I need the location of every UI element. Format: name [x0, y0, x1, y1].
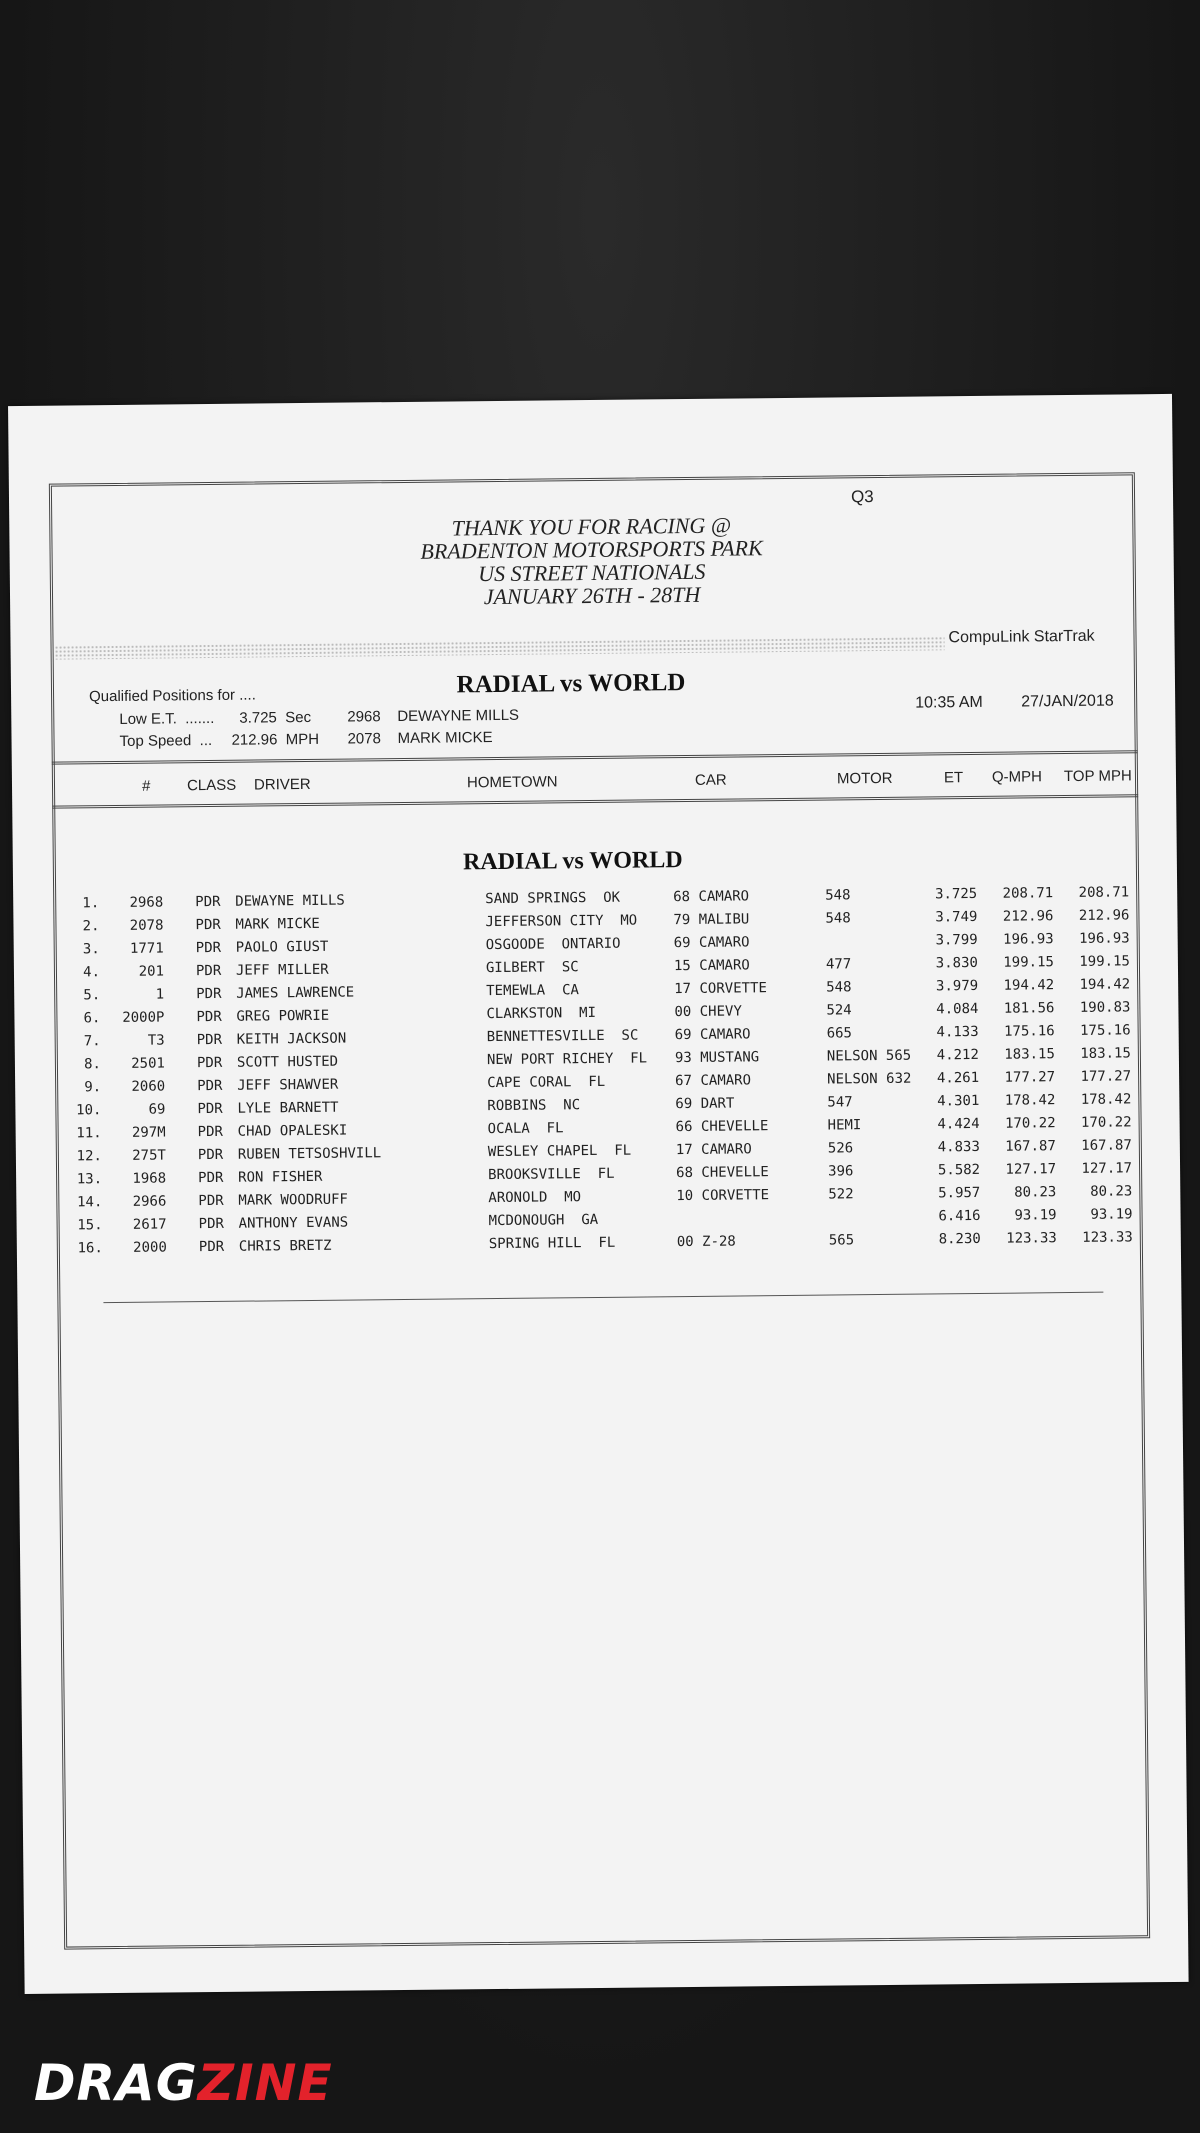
row-hometown: OSGOODE ONTARIO — [485, 935, 621, 954]
row-car: 00 CHEVY — [674, 1003, 742, 1021]
row-hometown: MCDONOUGH GA — [488, 1211, 599, 1230]
row-topmph: 177.27 — [1080, 1068, 1132, 1085]
row-topmph: 190.83 — [1079, 999, 1131, 1016]
row-topmph: 93.19 — [1090, 1206, 1133, 1223]
dragzine-logo — [34, 2054, 333, 2112]
row-qmph: 208.71 — [1002, 885, 1054, 902]
top-speed-label: Top Speed ... — [119, 731, 213, 750]
row-hometown: ROBBINS NC — [487, 1097, 581, 1115]
row-topmph: 170.22 — [1080, 1114, 1132, 1131]
logo-part-drag: DRAG — [34, 2054, 198, 2112]
row-qmph: 212.96 — [1002, 908, 1054, 925]
header-qmph: Q-MPH — [991, 768, 1043, 786]
row-class: PDR — [196, 1008, 222, 1026]
row-car-number: 201 — [138, 963, 165, 980]
row-hometown: TEMEWLA CA — [486, 982, 579, 1000]
row-motor: 548 — [825, 887, 851, 904]
row-et: 5.957 — [938, 1184, 981, 1202]
row-hometown: NEW PORT RICHEY FL — [486, 1050, 648, 1069]
row-et: 5.582 — [937, 1161, 981, 1179]
row-et: 8.230 — [938, 1230, 981, 1248]
row-motor: NELSON 632 — [827, 1070, 912, 1088]
row-driver: JEFF SHAWVER — [237, 1076, 339, 1094]
row-car-number: 297M — [131, 1124, 166, 1141]
top-speed-value: 212.96 MPH — [231, 730, 320, 749]
row-topmph: 183.15 — [1080, 1045, 1131, 1062]
row-topmph: 196.93 — [1079, 930, 1130, 947]
qualified-label: Qualified Positions for .... — [88, 686, 256, 706]
row-qmph: 183.15 — [1004, 1046, 1055, 1063]
row-class: PDR — [195, 962, 222, 980]
row-driver: SCOTT HUSTED — [236, 1053, 339, 1071]
row-et: 4.084 — [936, 1000, 979, 1018]
row-topmph: 123.33 — [1082, 1229, 1133, 1246]
banner-line-4: JANUARY 26TH - 28TH — [483, 581, 701, 610]
row-qmph: 127.17 — [1005, 1161, 1057, 1178]
row-position: 10. — [76, 1102, 102, 1119]
row-hometown: SPRING HILL FL — [488, 1234, 616, 1253]
row-position: 12. — [76, 1148, 102, 1165]
row-motor: 477 — [825, 956, 852, 973]
row-topmph: 175.16 — [1079, 1022, 1131, 1039]
row-position: 14. — [76, 1194, 103, 1211]
row-et: 4.833 — [937, 1138, 980, 1156]
row-car: 00 Z-28 — [676, 1233, 736, 1251]
row-position: 15. — [77, 1217, 103, 1234]
row-car: 66 CHEVELLE — [675, 1118, 769, 1136]
row-motor: NELSON 565 — [826, 1047, 912, 1065]
row-driver: MARK MICKE — [235, 915, 320, 933]
row-driver: JAMES LAWRENCE — [236, 984, 355, 1002]
row-topmph: 199.15 — [1079, 953, 1130, 970]
class-title: RADIAL vs WORLD — [456, 669, 686, 699]
row-class: PDR — [195, 893, 221, 911]
row-motor: 526 — [827, 1140, 854, 1157]
banner-line-2: BRADENTON MOTORSPORTS PARK — [420, 535, 763, 564]
row-class: PDR — [196, 1054, 223, 1072]
row-topmph: 167.87 — [1081, 1137, 1132, 1154]
row-car: 79 MALIBU — [673, 911, 750, 929]
row-hometown: BROOKSVILLE FL — [488, 1165, 615, 1184]
row-hometown: SAND SPRINGS OK — [485, 889, 621, 908]
row-et: 6.416 — [938, 1207, 981, 1225]
row-driver: LYLE BARNETT — [237, 1099, 339, 1117]
row-et: 4.261 — [936, 1069, 980, 1087]
row-et: 3.830 — [935, 954, 979, 972]
row-driver: GREG POWRIE — [236, 1007, 330, 1025]
row-car-number: 1968 — [132, 1170, 167, 1187]
row-position: 8. — [83, 1056, 102, 1073]
top-speed-number: 2078 — [347, 730, 381, 748]
logo-part-zine: ZINE — [197, 2054, 333, 2112]
low-et-value: 3.725 Sec — [239, 708, 312, 727]
row-et: 3.979 — [935, 977, 979, 995]
row-position: 7. — [83, 1033, 101, 1050]
row-position: 13. — [76, 1171, 103, 1188]
row-class: PDR — [198, 1215, 224, 1233]
row-car-number: 2617 — [132, 1216, 167, 1233]
row-class: PDR — [197, 1123, 224, 1141]
row-car: 17 CORVETTE — [674, 980, 767, 998]
row-class: PDR — [198, 1169, 224, 1187]
row-car-number: 2968 — [129, 894, 164, 911]
timing-system: CompuLink StarTrak — [948, 627, 1095, 647]
row-hometown: ARONOLD MO — [488, 1189, 582, 1207]
row-position: 1. — [82, 895, 100, 912]
header-motor: MOTOR — [836, 769, 893, 788]
row-car: 67 CAMARO — [675, 1072, 752, 1090]
row-qmph: 194.42 — [1003, 977, 1055, 994]
row-car-number: 2966 — [132, 1193, 167, 1210]
row-qmph: 93.19 — [1014, 1207, 1057, 1224]
row-car-number: 2078 — [129, 917, 164, 934]
row-qmph: 80.23 — [1014, 1184, 1057, 1201]
row-position: 9. — [84, 1079, 102, 1096]
row-topmph: 194.42 — [1079, 976, 1131, 993]
row-hometown: CAPE CORAL FL — [487, 1073, 606, 1092]
row-position: 3. — [82, 941, 100, 958]
top-speed-driver: MARK MICKE — [397, 729, 493, 748]
row-qmph: 196.93 — [1003, 931, 1054, 948]
low-et-label: Low E.T. ....... — [119, 709, 215, 728]
row-motor: 547 — [827, 1094, 853, 1111]
row-car-number: 2501 — [131, 1055, 166, 1072]
row-motor: 565 — [828, 1232, 855, 1249]
row-car: 15 CAMARO — [673, 957, 750, 975]
report-time: 10:35 AM — [915, 693, 983, 712]
row-car-number: 2000P — [122, 1009, 165, 1026]
row-topmph: 212.96 — [1078, 907, 1130, 924]
row-et: 3.799 — [935, 931, 978, 949]
row-car: 68 CAMARO — [673, 888, 750, 906]
header-num: # — [141, 777, 151, 795]
row-et: 4.133 — [936, 1023, 979, 1041]
header-hometown: HOMETOWN — [466, 773, 558, 792]
row-class: PDR — [198, 1238, 225, 1256]
row-topmph: 127.17 — [1081, 1160, 1133, 1177]
row-car-number: 275T — [132, 1147, 166, 1164]
row-car: 69 CAMARO — [674, 1026, 751, 1044]
row-hometown: GILBERT SC — [485, 959, 579, 977]
row-motor: 522 — [828, 1186, 854, 1203]
row-car-number: 1771 — [129, 940, 164, 957]
row-driver: KEITH JACKSON — [236, 1030, 347, 1048]
row-position: 5. — [83, 987, 101, 1004]
row-car-number: 69 — [148, 1101, 166, 1118]
row-et: 4.212 — [936, 1046, 979, 1064]
event-banner — [9, 509, 1174, 613]
row-driver: CHAD OPALESKI — [237, 1122, 348, 1140]
row-car: 17 CAMARO — [675, 1141, 752, 1159]
row-et: 3.725 — [934, 885, 978, 903]
low-et-number: 2968 — [347, 708, 381, 726]
row-motor: 396 — [828, 1163, 854, 1180]
row-driver: ANTHONY EVANS — [238, 1214, 349, 1232]
row-car: 93 MUSTANG — [674, 1049, 760, 1067]
row-qmph: 181.56 — [1003, 1000, 1055, 1017]
report-date: 27/JAN/2018 — [1021, 692, 1114, 711]
row-driver: RUBEN TETSOSHVILL — [237, 1145, 382, 1163]
row-qmph: 167.87 — [1005, 1138, 1056, 1155]
row-et: 4.301 — [937, 1092, 980, 1110]
row-et: 4.424 — [937, 1115, 980, 1133]
row-class: PDR — [196, 1031, 223, 1049]
banner-line-3: US STREET NATIONALS — [477, 558, 706, 587]
row-topmph: 80.23 — [1090, 1183, 1133, 1200]
row-position: 6. — [83, 1010, 101, 1027]
row-position: 11. — [76, 1125, 102, 1142]
row-driver: CHRIS BRETZ — [238, 1237, 332, 1255]
row-hometown: OCALA FL — [487, 1120, 564, 1138]
row-car-number: 1 — [155, 986, 165, 1003]
row-position: 4. — [83, 964, 101, 981]
row-hometown: CLARKSTON MI — [486, 1004, 597, 1023]
row-topmph: 178.42 — [1080, 1091, 1132, 1108]
row-hometown: WESLEY CHAPEL FL — [487, 1142, 632, 1161]
row-car-number: T3 — [147, 1032, 165, 1049]
row-qmph: 199.15 — [1003, 954, 1054, 971]
row-position: 2. — [82, 918, 100, 935]
row-motor: 548 — [825, 910, 851, 927]
row-driver: PAOLO GIUST — [235, 938, 329, 956]
row-qmph: 177.27 — [1004, 1069, 1056, 1086]
row-class: PDR — [195, 916, 221, 934]
row-class: PDR — [195, 939, 222, 957]
low-et-driver: DEWAYNE MILLS — [397, 706, 520, 726]
header-topmph: TOP MPH — [1063, 767, 1132, 786]
row-qmph: 175.16 — [1003, 1023, 1055, 1040]
header-class: CLASS — [186, 776, 237, 795]
row-class: PDR — [197, 1077, 223, 1095]
row-motor: 665 — [826, 1025, 853, 1042]
results-table — [13, 884, 1181, 1264]
row-class: PDR — [196, 985, 222, 1003]
results-sheet — [8, 394, 1189, 1994]
row-topmph: 208.71 — [1078, 884, 1130, 901]
header-car: CAR — [694, 771, 727, 789]
row-driver: JEFF MILLER — [235, 961, 329, 979]
row-hometown: BENNETTESVILLE SC — [486, 1027, 639, 1046]
row-class: PDR — [198, 1192, 224, 1210]
header-driver: DRIVER — [253, 775, 311, 794]
row-driver: DEWAYNE MILLS — [235, 892, 345, 910]
row-position: 16. — [77, 1240, 103, 1257]
row-motor: 548 — [826, 979, 852, 996]
row-car-number: 2060 — [131, 1078, 166, 1095]
row-car: 10 CORVETTE — [676, 1187, 770, 1205]
row-class: PDR — [197, 1146, 224, 1164]
header-et: ET — [943, 769, 964, 787]
row-hometown: JEFFERSON CITY MO — [485, 912, 638, 931]
row-driver: MARK WOODRUFF — [238, 1191, 349, 1209]
row-car: 68 CHEVELLE — [676, 1164, 769, 1182]
row-driver: RON FISHER — [238, 1168, 323, 1186]
row-motor: 524 — [826, 1002, 852, 1019]
row-motor: HEMI — [827, 1117, 862, 1134]
row-car-number: 2000 — [133, 1239, 167, 1256]
banner-line-1: THANK YOU FOR RACING @ — [451, 512, 732, 541]
row-qmph: 123.33 — [1006, 1230, 1057, 1247]
row-car: 69 DART — [675, 1095, 735, 1113]
section-title: RADIAL vs WORLD — [462, 847, 683, 876]
row-qmph: 170.22 — [1004, 1115, 1056, 1132]
row-qmph: 178.42 — [1004, 1092, 1056, 1109]
row-car: 69 CAMARO — [673, 934, 750, 952]
row-class: PDR — [197, 1100, 223, 1118]
sheet-code: Q3 — [850, 487, 874, 507]
row-et: 3.749 — [935, 908, 978, 926]
